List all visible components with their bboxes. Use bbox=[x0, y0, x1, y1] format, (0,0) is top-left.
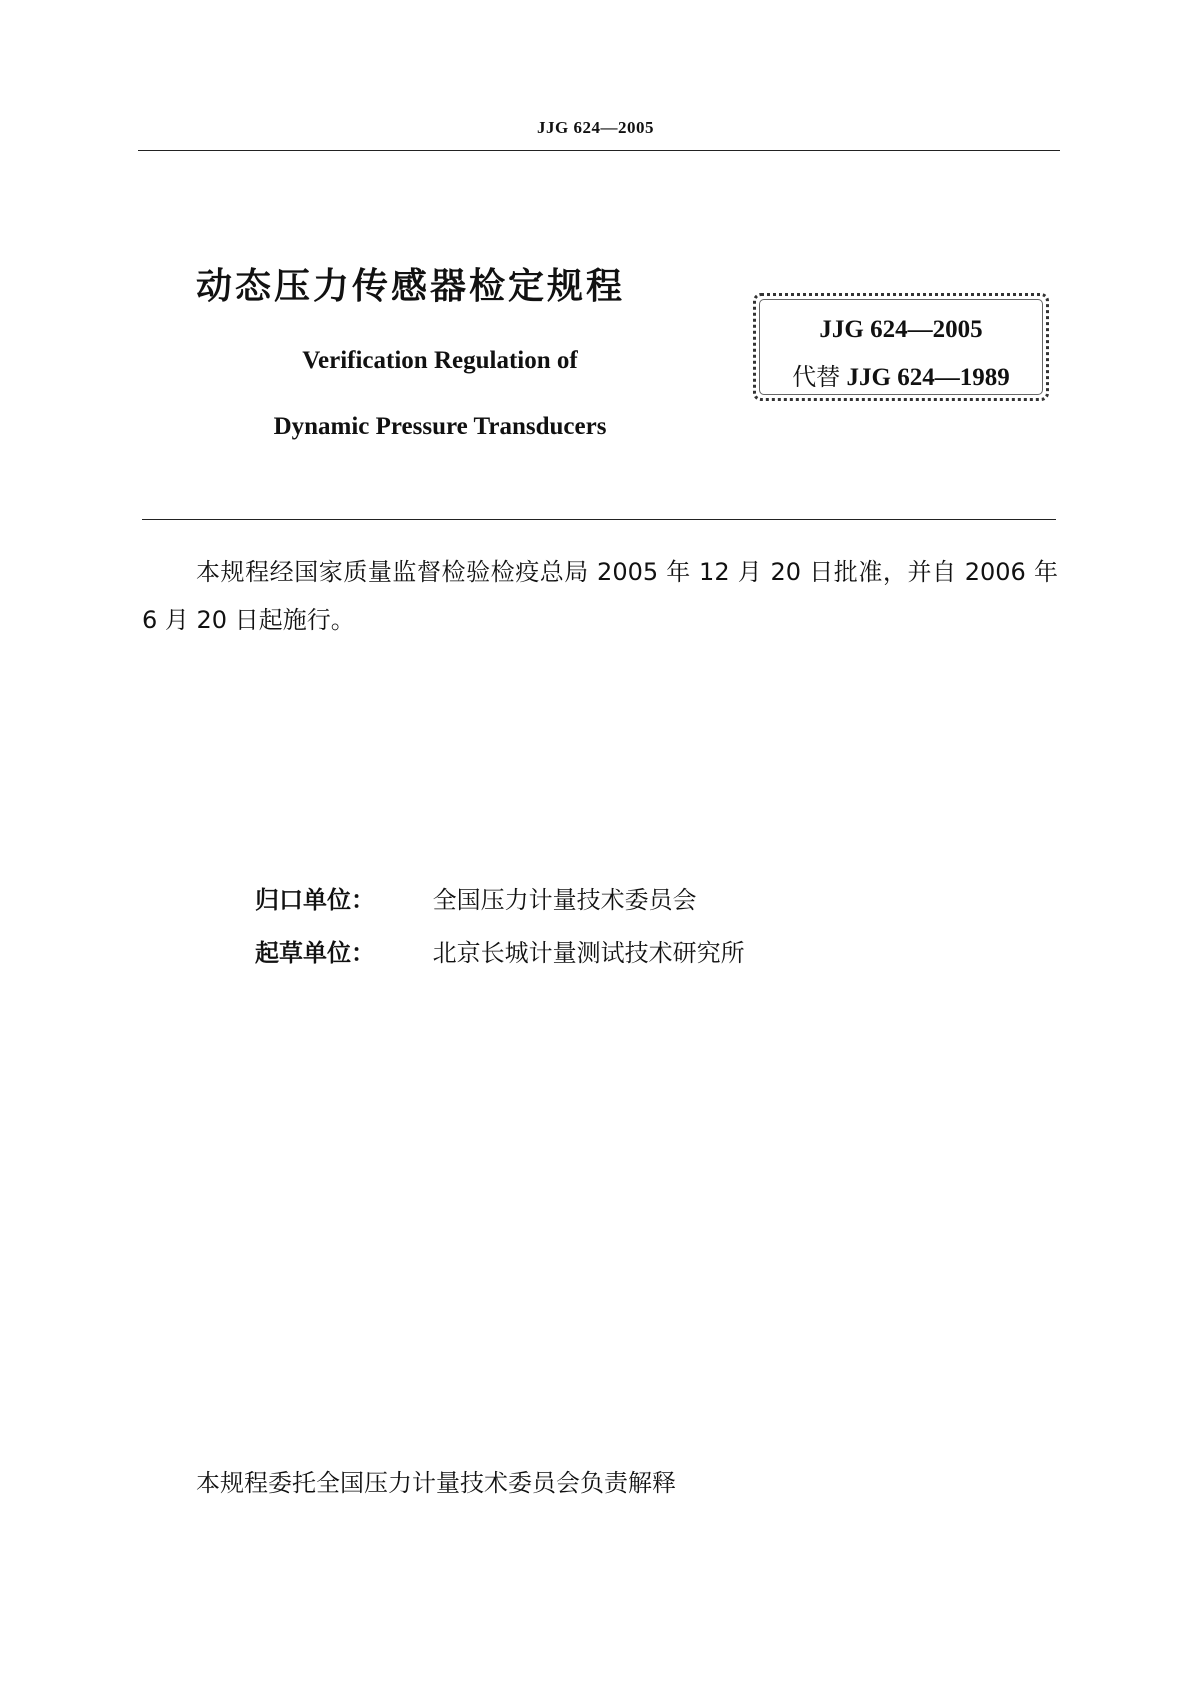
approval-statement: 本规程经国家质量监督检验检疫总局 2005 年 12 月 20 日批准，并自 2006 年 6 月 20 日起施行。 bbox=[142, 558, 1058, 634]
responsible-unit-value: 全国压力计量技术委员会 bbox=[432, 886, 697, 914]
drafting-unit-row bbox=[255, 933, 745, 968]
standard-number: JJG 624—2005 bbox=[819, 316, 983, 343]
section-divider bbox=[142, 519, 1056, 520]
title-chinese: 动态压力传感器检定规程 bbox=[196, 266, 626, 307]
title-english-line2: Dynamic Pressure Transducers bbox=[273, 413, 607, 440]
header-divider bbox=[138, 150, 1060, 151]
interpretation-note: 本规程委托全国压力计量技术委员会负责解释 bbox=[196, 1469, 676, 1497]
drafting-unit-label: 起草单位： bbox=[255, 939, 375, 967]
title-english-line1: Verification Regulation of bbox=[302, 347, 578, 374]
replaces-prefix: 代替 bbox=[792, 363, 841, 391]
responsible-unit-row bbox=[255, 880, 697, 915]
drafting-unit-value: 北京长城计量测试技术研究所 bbox=[432, 939, 745, 967]
responsible-unit-label: 归口单位： bbox=[255, 886, 375, 914]
replaces-number: JJG 624—1989 bbox=[846, 364, 1010, 391]
replaces-standard bbox=[753, 357, 1049, 392]
header-standard-code: JJG 624—2005 bbox=[537, 118, 654, 137]
